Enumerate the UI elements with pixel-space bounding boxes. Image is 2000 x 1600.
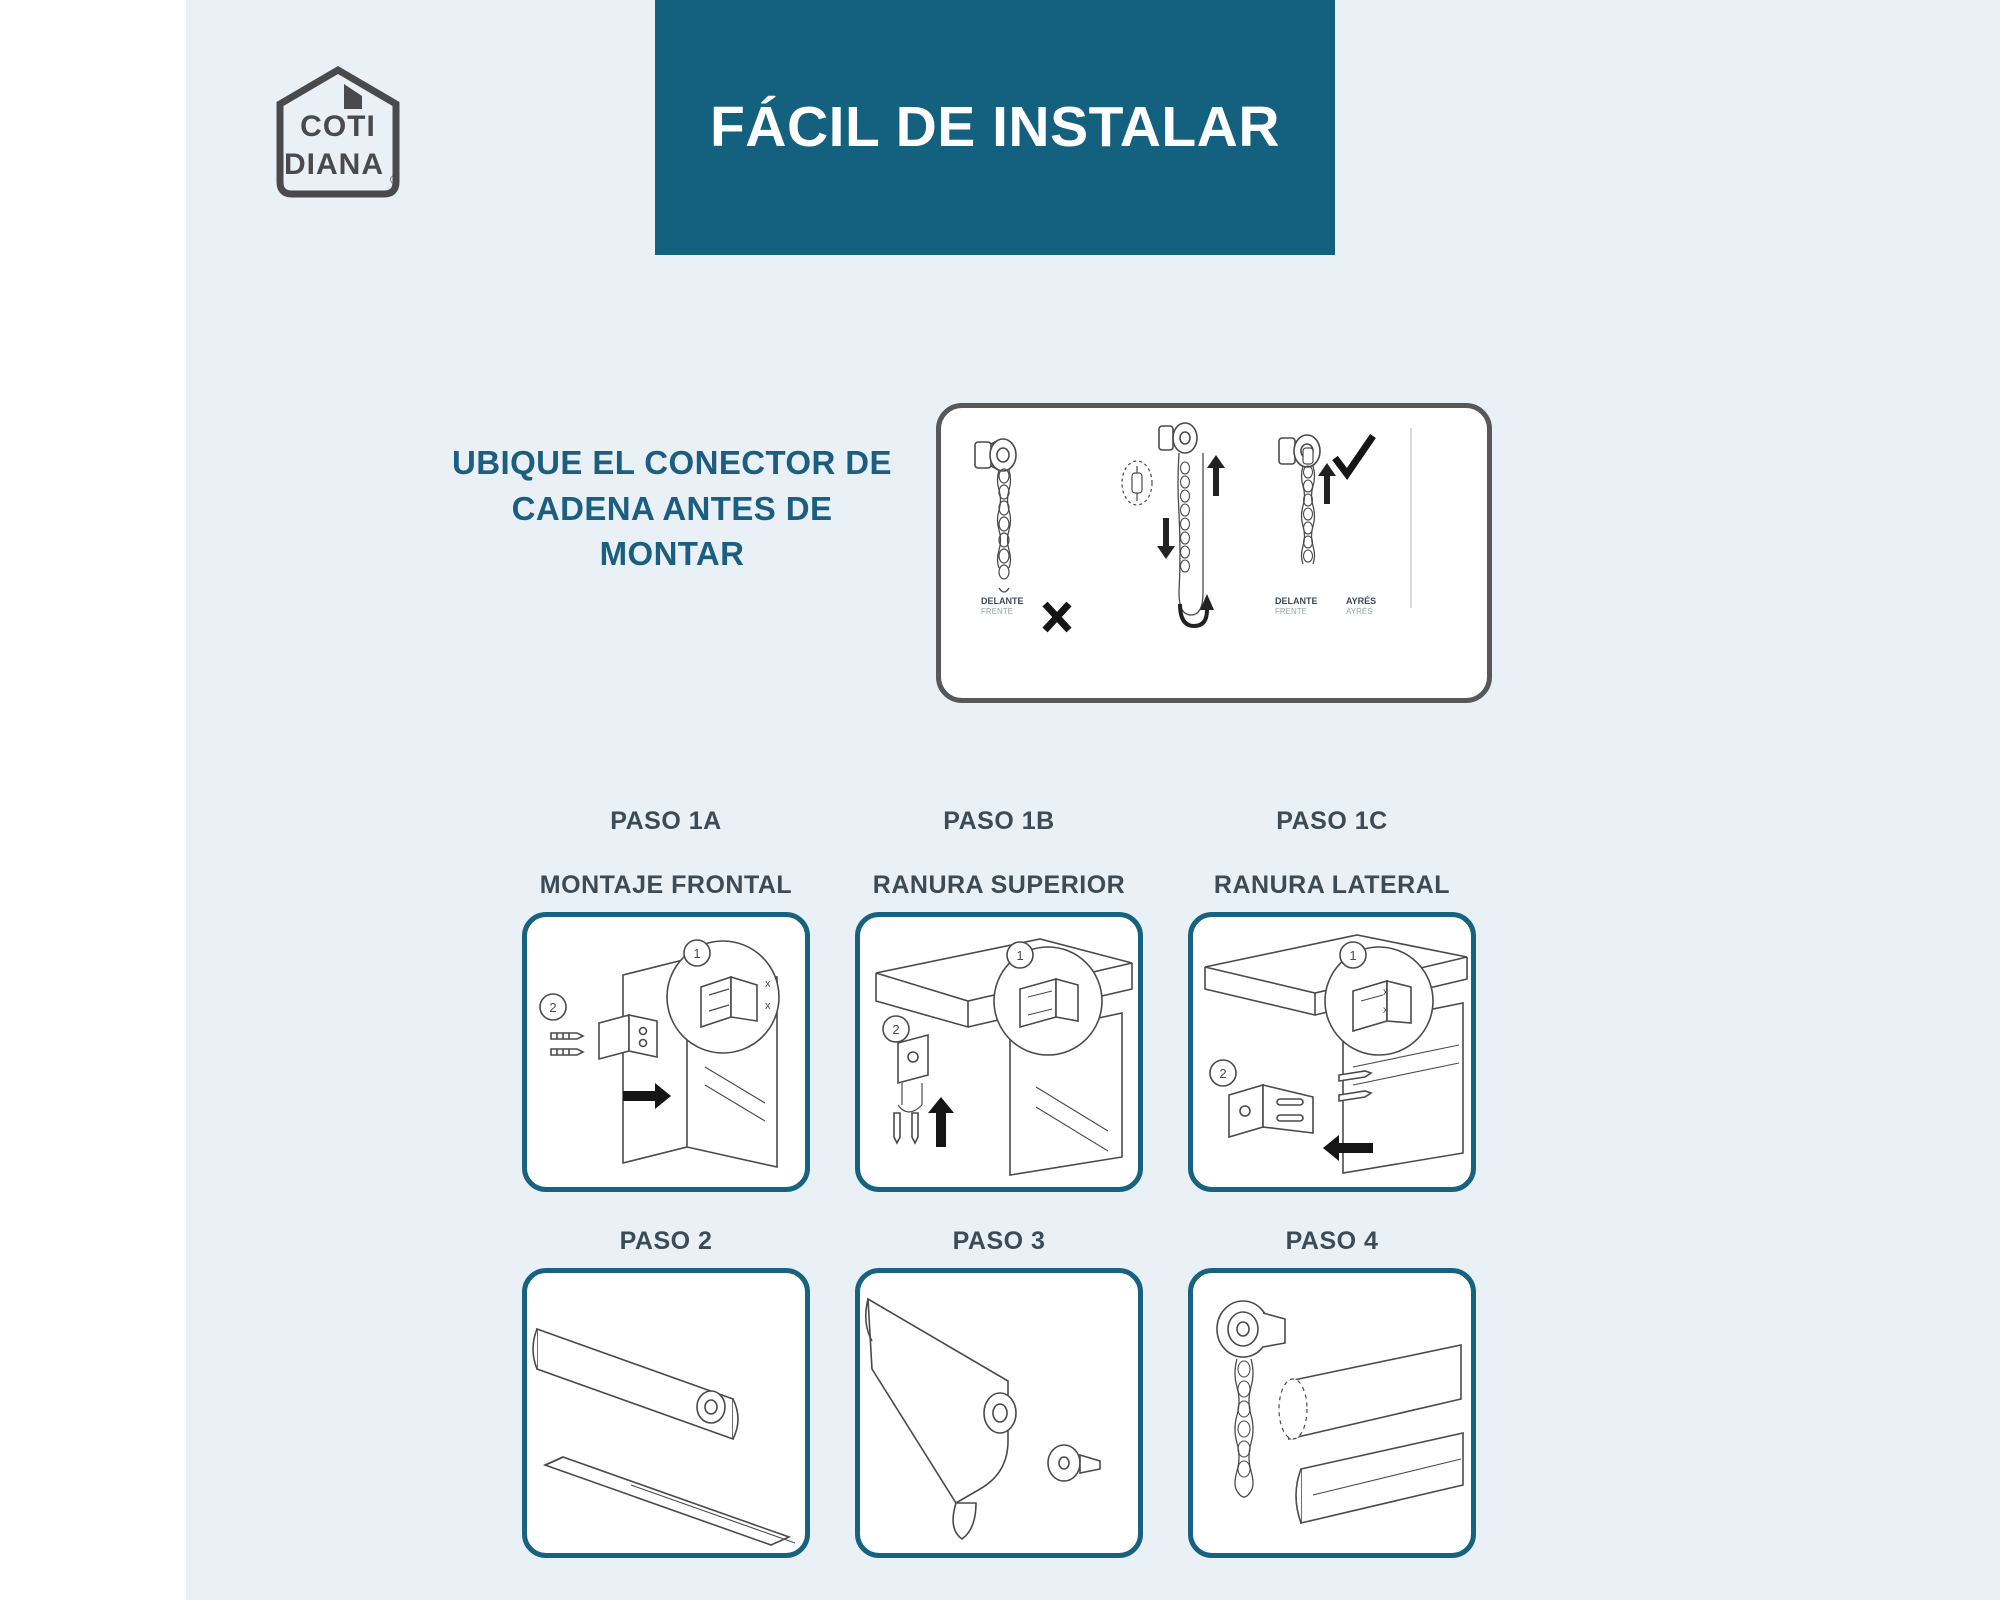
step-title-line1: PASO 1B bbox=[943, 807, 1055, 835]
step-card-paso-1a bbox=[522, 773, 810, 1192]
svg-text:®: ® bbox=[390, 172, 400, 187]
step-title-paso-4 bbox=[1188, 1193, 1476, 1257]
svg-text:FRENTE: FRENTE bbox=[1275, 607, 1307, 616]
svg-text:DIANA: DIANA bbox=[284, 148, 384, 181]
step-card-paso-4 bbox=[1188, 1193, 1476, 1558]
step-card-paso-3 bbox=[855, 1193, 1143, 1558]
svg-text:x: x bbox=[1383, 987, 1388, 998]
svg-text:1: 1 bbox=[693, 946, 701, 961]
intro-headline: UBIQUE EL CONECTOR DE CADENA ANTES DE MONTAR bbox=[452, 444, 892, 573]
label-delante-wrong: DELANTE bbox=[981, 596, 1024, 606]
svg-text:x: x bbox=[1383, 1005, 1388, 1016]
step-card-paso-2 bbox=[522, 1193, 810, 1558]
step-title-line2: RANURA SUPERIOR bbox=[872, 871, 1126, 899]
page-title: FÁCIL DE INSTALAR bbox=[709, 95, 1281, 160]
svg-text:AYRÉS: AYRÉS bbox=[1346, 607, 1373, 616]
step-title-line1: PASO 1A bbox=[610, 807, 722, 835]
svg-text:x: x bbox=[765, 1000, 771, 1012]
step-title-paso-1c bbox=[1188, 773, 1476, 901]
step-title-line1: PASO 3 bbox=[952, 1227, 1046, 1255]
step-illustration-paso-1b bbox=[855, 912, 1143, 1192]
svg-text:x: x bbox=[765, 978, 771, 990]
step-title-line2: RANURA LATERAL bbox=[1213, 871, 1451, 899]
svg-text:FRENTE: FRENTE bbox=[981, 607, 1013, 616]
svg-text:2: 2 bbox=[892, 1022, 900, 1037]
svg-text:2: 2 bbox=[1219, 1066, 1227, 1081]
step-title-paso-1a bbox=[522, 773, 810, 901]
step-title-paso-2 bbox=[522, 1193, 810, 1257]
step-illustration-paso-2 bbox=[522, 1268, 810, 1558]
svg-text:COTI: COTI bbox=[300, 110, 376, 143]
step-illustration-paso-1a bbox=[522, 912, 810, 1192]
label-ayres: AYRÉS bbox=[1346, 596, 1377, 606]
step-title-line1: PASO 4 bbox=[1285, 1227, 1379, 1255]
step-title-paso-1b bbox=[855, 773, 1143, 901]
step-title-paso-3 bbox=[855, 1193, 1143, 1257]
label-delante-right: DELANTE bbox=[1275, 596, 1318, 606]
step-title-line2: MONTAJE FRONTAL bbox=[539, 871, 793, 899]
step-title-line1: PASO 2 bbox=[619, 1227, 713, 1255]
svg-text:1: 1 bbox=[1349, 948, 1357, 963]
step-illustration-paso-4 bbox=[1188, 1268, 1476, 1558]
step-title-line1: PASO 1C bbox=[1276, 807, 1388, 835]
svg-text:1: 1 bbox=[1016, 948, 1024, 963]
step-illustration-paso-3 bbox=[855, 1268, 1143, 1558]
step-illustration-paso-1c bbox=[1188, 912, 1476, 1192]
svg-text:2: 2 bbox=[549, 1000, 557, 1015]
step-card-paso-1b bbox=[855, 773, 1143, 1192]
step-card-paso-1c bbox=[1188, 773, 1476, 1192]
